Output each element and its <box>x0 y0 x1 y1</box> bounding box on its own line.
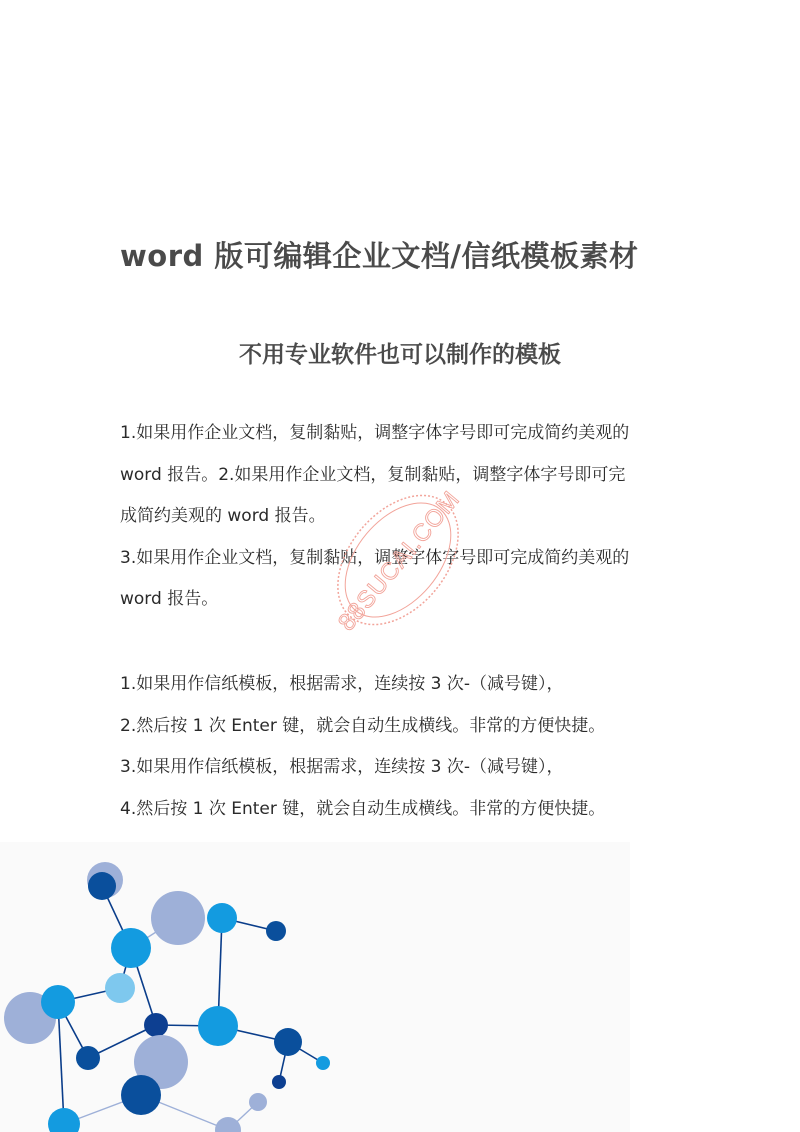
node <box>151 891 205 945</box>
text-line: 4.然后按 1 次 Enter 键，就会自动生成横线。非常的方便快捷。 <box>120 798 606 819</box>
node <box>198 1006 238 1046</box>
node <box>249 1093 267 1111</box>
node <box>266 921 286 941</box>
node <box>111 928 151 968</box>
network-nodes <box>4 862 330 1132</box>
text-line: 1.如果用作企业文档，复制黏贴，调整字体字号即可完成简约美观的 <box>120 423 630 443</box>
text-line: 成简约美观的 word 报告。 <box>120 506 326 526</box>
node <box>215 1117 241 1132</box>
text-line: 2.然后按 1 次 Enter 键，就会自动生成横线。非常的方便快捷。 <box>120 715 606 736</box>
page-title: word 版可编辑企业文档/信纸模板素材 <box>120 239 639 273</box>
paragraph <box>120 538 690 621</box>
page-subtitle: 不用专业软件也可以制作的模板 <box>239 342 561 368</box>
node <box>272 1075 286 1089</box>
body-section-letterhead <box>120 664 690 830</box>
node <box>144 1013 168 1037</box>
node <box>76 1046 100 1070</box>
text-line: 3.如果用作信纸模板，根据需求，连续按 3 次-（减号键）， <box>120 757 564 777</box>
molecule-network-graphic <box>0 842 630 1132</box>
text-line: word 报告。 <box>120 589 219 609</box>
node <box>207 903 237 933</box>
node <box>316 1056 330 1070</box>
node <box>41 985 75 1019</box>
node <box>121 1075 161 1115</box>
paragraph <box>120 413 690 538</box>
body-section-document <box>120 413 690 621</box>
node <box>48 1108 80 1132</box>
text-line: word 报告。2.如果用作企业文档，复制黏贴，调整字体字号即可完 <box>120 464 626 485</box>
paragraph <box>120 664 690 830</box>
node <box>274 1028 302 1056</box>
text-line: 1.如果用作信纸模板，根据需求，连续按 3 次-（减号键）， <box>120 674 564 694</box>
watermark-text: 88SUCAI.COM <box>332 485 466 637</box>
node <box>105 973 135 1003</box>
text-line: 3.如果用作企业文档，复制黏贴，调整字体字号即可完成简约美观的 <box>120 547 630 568</box>
node <box>88 872 116 900</box>
